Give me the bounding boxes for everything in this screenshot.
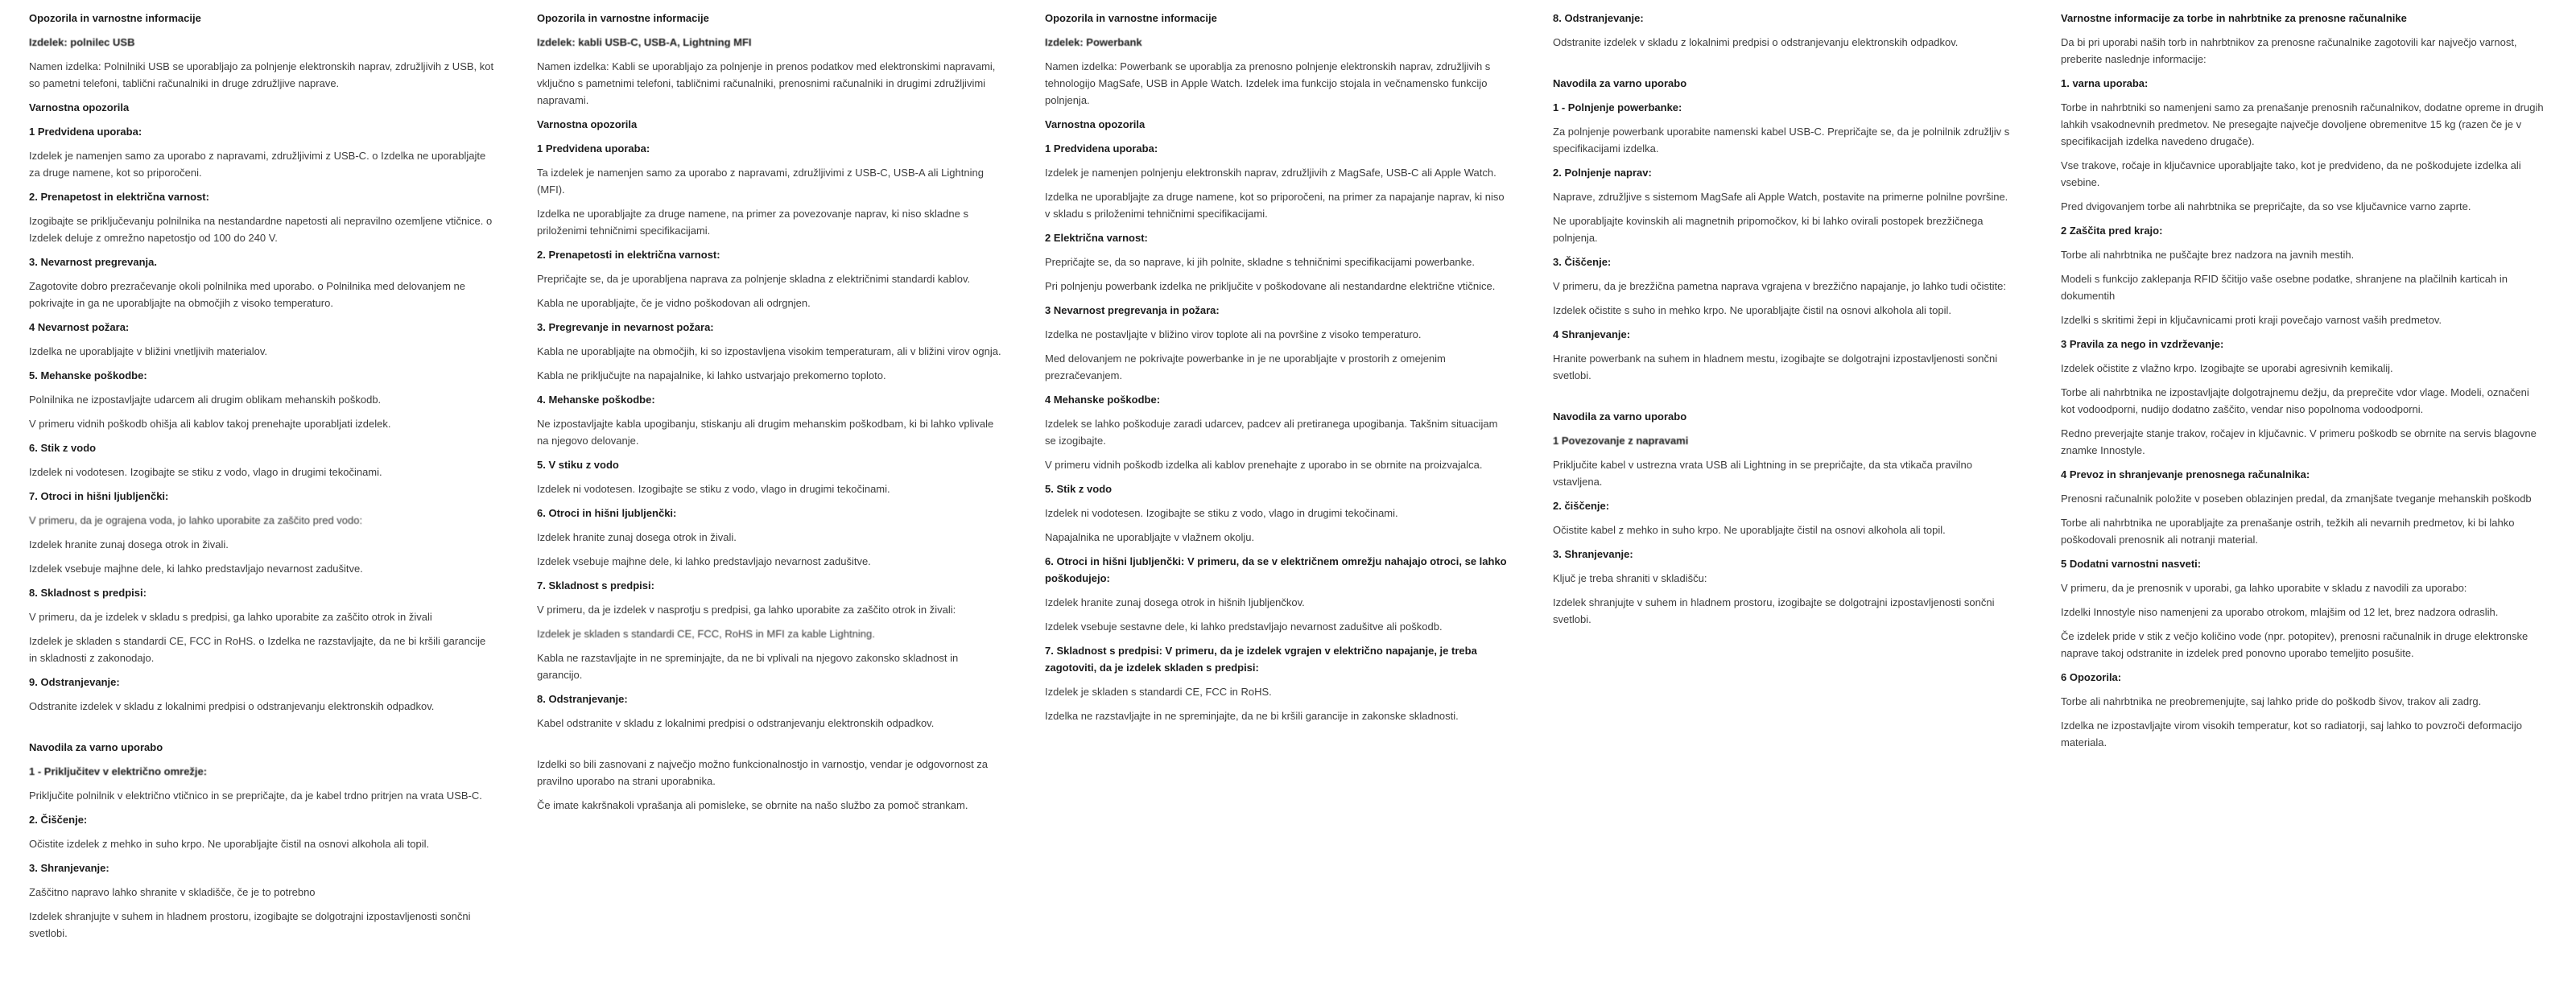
- paragraph: Priključite polnilnik v električno vtičnico in se prepričajte, da je kabel trdno pritrjen na vrata USB-C.: [29, 790, 482, 802]
- paragraph: Pri polnjenju powerbank izdelka ne priključite v poškodovane ali nestandardne električne vtičnice.: [1045, 280, 1496, 292]
- paragraph: Naprave, združljive s sistemom MagSafe ali Apple Watch, postavite na primerne polnilne površine.: [1553, 191, 2008, 203]
- heading: 2 Električna varnost:: [1045, 232, 1148, 244]
- heading: 7. Skladnost s predpisi: V primeru, da je izdelek vgrajen v električno napajanje, je treba zagotoviti, da je izdelek skladen s predpisi:: [1045, 645, 1477, 674]
- heading: Opozorila in varnostne informacije: [537, 12, 709, 24]
- heading: Opozorila in varnostne informacije: [1045, 12, 1217, 24]
- heading: 3. Nevarnost pregrevanja.: [29, 256, 157, 268]
- heading: 2. Prenapetosti in električna varnost:: [537, 249, 720, 261]
- paragraph: Kabla ne uporabljajte, če je vidno poškodovan ali odrgnjen.: [537, 297, 811, 309]
- paragraph: V primeru, da je ograjena voda, jo lahko uporabite za zaščito pred vodo:: [29, 514, 363, 526]
- heading: 1 - Polnjenje powerbanke:: [1553, 101, 1682, 113]
- paragraph: Izdelka ne uporabljajte za druge namene, na primer za povezovanje naprav, ki niso skladne s priloženimi tehničnimi specifikacijami.: [537, 208, 968, 237]
- column-laptop-bags-safety: [2061, 10, 2545, 758]
- heading: 6. Otroci in hišni ljubljenčki: V primeru, da se v električnem omrežju nahajajo otroci, se lahko poškodujejo:: [1045, 555, 1507, 584]
- heading: 6. Otroci in hišni ljubljenčki:: [537, 507, 677, 519]
- heading: Varnostna opozorila: [29, 101, 130, 113]
- paragraph: Izdelka ne razstavljajte in ne spreminjajte, da ne bi kršili garancije in zakonske skladnosti.: [1045, 710, 1459, 722]
- section-gap: [29, 722, 494, 739]
- paragraph: Očistite izdelek z mehko in suho krpo. Ne uporabljajte čistil na osnovi alkohola ali topil.: [29, 838, 430, 850]
- heading: Navodila za varno uporabo: [1553, 410, 1687, 423]
- heading: 5. Stik z vodo: [1045, 483, 1113, 495]
- heading: 2 Zaščita pred krajo:: [2061, 225, 2163, 237]
- heading: 6 Opozorila:: [2061, 671, 2122, 683]
- paragraph: Izdelek ni vodotesen. Izogibajte se stiku z vodo, vlago in drugimi tekočinami.: [29, 466, 382, 478]
- paragraph: Ta izdelek je namenjen samo za uporabo z napravami, združljivimi z USB-C, USB-A ali Lightning (MFI).: [537, 167, 984, 196]
- paragraph: Modeli s funkcijo zaklepanja RFID ščitijo vaše osebne podatke, shranjene na plačilnih karticah in dokumentih: [2061, 273, 2508, 302]
- paragraph: Izdelek je skladen s standardi CE, FCC in RoHS. o Izdelka ne razstavljajte, da ne bi kršili garancije in skladnosti z zakonodajo.: [29, 635, 486, 664]
- heading: Navodila za varno uporabo: [29, 741, 163, 753]
- paragraph: Prepričajte se, da so naprave, ki jih polnite, skladne s tehničnimi specifikacijami powerbanke.: [1045, 256, 1475, 268]
- paragraph: Izdelek očistite z vlažno krpo. Izogibajte se uporabi agresivnih kemikalij.: [2061, 362, 2393, 374]
- paragraph: Če imate kakršnakoli vprašanja ali pomisleke, se obrnite na našo službo za pomoč strankam.: [537, 799, 968, 811]
- paragraph: V primeru, da je izdelek v skladu s predpisi, ga lahko uporabite za zaščito otrok in živali: [29, 611, 432, 623]
- paragraph: Izdelek vsebuje majhne dele, ki lahko predstavljajo nevarnost zadušitve.: [537, 555, 871, 567]
- paragraph: Da bi pri uporabi naših torb in nahrbtnikov za prenosne računalnike zagotovili kar največjo varnost, preberite naslednje informacije:: [2061, 36, 2517, 65]
- heading: 7. Otroci in hišni ljubljenčki:: [29, 490, 169, 502]
- paragraph: Izogibajte se priključevanju polnilnika na nestandardne napetosti ali nepravilno ozemljene vtičnice. o Izdelek deluje z omrežno napetostjo od 100 do 240 V.: [29, 215, 493, 244]
- heading: 2. Čiščenje:: [29, 814, 88, 826]
- paragraph: Redno preverjajte stanje trakov, ročajev in ključavnic. V primeru poškodb se obrnite na servis blagovne znamke Innostyle.: [2061, 427, 2537, 456]
- paragraph: V primeru, da je izdelek v nasprotju s predpisi, ga lahko uporabite za zaščito otrok in živali:: [537, 604, 956, 616]
- paragraph: Prenosni računalnik položite v poseben oblazinjen predal, da zmanjšate tveganje mehanskih poškodb: [2061, 493, 2532, 505]
- heading: 1 Predvidena uporaba:: [1045, 142, 1158, 155]
- paragraph: Za polnjenje powerbank uporabite namenski kabel USB-C. Prepričajte se, da je polnilnik združljiv s specifikacijami izdelka.: [1553, 126, 2010, 155]
- heading: 2. Prenapetost in električna varnost:: [29, 191, 209, 203]
- heading: 1 Povezovanje z napravami: [1553, 435, 1689, 447]
- heading: 3. Čiščenje:: [1553, 256, 1612, 268]
- paragraph: Namen izdelka: Kabli se uporabljajo za polnjenje in prenos podatkov med elektronskimi napravami, vključno s pametnimi telefoni, tabličnimi računalniki, prenosnimi računalniki in drugimi združljivimi napravami.: [537, 60, 996, 106]
- paragraph: Odstranite izdelek v skladu z lokalnimi predpisi o odstranjevanju elektronskih odpadkov.: [29, 700, 435, 712]
- heading: Izdelek: kabli USB-C, USB-A, Lightning MFI: [537, 36, 752, 48]
- paragraph: Izdelek shranjujte v suhem in hladnem prostoru, izogibajte se dolgotrajni izpostavljenosti sončni svetlobi.: [1553, 596, 1995, 625]
- paragraph: Izdelki s skritimi žepi in ključavnicami proti kraji povečajo varnost vaših predmetov.: [2061, 314, 2442, 326]
- heading: 1 - Priključitev v električno omrežje:: [29, 765, 208, 777]
- column-cables-warnings: [537, 10, 1002, 821]
- paragraph: Izdelek je skladen s standardi CE, FCC, RoHS in MFI za kable Lightning.: [537, 628, 875, 640]
- paragraph: Izdelek ni vodotesen. Izogibajte se stiku z vodo, vlago in drugimi tekočinami.: [1045, 507, 1398, 519]
- heading: 3 Nevarnost pregrevanja in požara:: [1045, 304, 1220, 316]
- paragraph: Očistite kabel z mehko in suho krpo. Ne uporabljajte čistil na osnovi alkohola ali topil.: [1553, 524, 1946, 536]
- paragraph: Zagotovite dobro prezračevanje okoli polnilnika med uporabo. o Polnilnika med delovanjem ne pokrivajte in ga ne uporabljajte na območjih z visoko temperaturo.: [29, 280, 465, 309]
- paragraph: Napajalnika ne uporabljajte v vlažnem okolju.: [1045, 531, 1255, 543]
- heading: 6. Stik z vodo: [29, 442, 97, 454]
- heading: Izdelek: polnilec USB: [29, 36, 135, 48]
- heading: 3. Shranjevanje:: [29, 862, 109, 874]
- paragraph: V primeru, da je prenosnik v uporabi, ga lahko uporabite v skladu z navodili za uporabo:: [2061, 582, 2467, 594]
- paragraph: Kabla ne razstavljajte in ne spreminjajte, da ne bi vplivali na njegovo zakonsko skladnost in garancijo.: [537, 652, 959, 681]
- paragraph: V primeru vidnih poškodb izdelka ali kablov prenehajte z uporabo in se obrnite na proizvajalca.: [1045, 459, 1483, 471]
- section-gap: [537, 739, 1002, 756]
- heading: 3 Pravila za nego in vzdrževanje:: [2061, 338, 2224, 350]
- paragraph: Izdelka ne izpostavljajte virom visokih temperatur, kot so radiatorji, saj lahko to povzroči deformacijo materiala.: [2061, 719, 2522, 748]
- paragraph: V primeru vidnih poškodb ohišja ali kablov takoj prenehajte uporabljati izdelek.: [29, 418, 391, 430]
- heading: 4 Prevoz in shranjevanje prenosnega računalnika:: [2061, 468, 2310, 480]
- paragraph: Izdelek je skladen s standardi CE, FCC in RoHS.: [1045, 686, 1272, 698]
- paragraph: Pred dvigovanjem torbe ali nahrbtnika se prepričajte, da so vse ključavnice varno zaprte.: [2061, 200, 2471, 212]
- section-gap: [1553, 58, 2018, 75]
- heading: 9. Odstranjevanje:: [29, 676, 120, 688]
- paragraph: Izdelek ni vodotesen. Izogibajte se stiku z vodo, vlago in drugimi tekočinami.: [537, 483, 890, 495]
- heading: 8. Odstranjevanje:: [1553, 12, 1644, 24]
- paragraph: Med delovanjem ne pokrivajte powerbanke in je ne uporabljajte v prostorih z omejenim prezračevanjem.: [1045, 353, 1446, 381]
- paragraph: Polnilnika ne izpostavljajte udarcem ali drugim oblikam mehanskih poškodb.: [29, 394, 382, 406]
- column-usb-charger-warnings: [29, 10, 494, 949]
- paragraph: Izdelek hranite zunaj dosega otrok in hišnih ljubljenčkov.: [1045, 596, 1305, 608]
- heading: 5. Mehanske poškodbe:: [29, 369, 147, 381]
- paragraph: Izdelka ne uporabljajte v bližini vnetljivih materialov.: [29, 345, 268, 357]
- paragraph: Odstranite izdelek v skladu z lokalnimi predpisi o odstranjevanju elektronskih odpadkov.: [1553, 36, 1959, 48]
- heading: Varnostna opozorila: [1045, 118, 1146, 130]
- paragraph: Namen izdelka: Powerbank se uporablja za prenosno polnjenje elektronskih naprav, združljivih s tehnologijo MagSafe, USB in Apple Watch. Izdelek ima funkcijo stojala in večnamensko funkcijo polnjenja.: [1045, 60, 1491, 106]
- heading: 1 Predvidena uporaba:: [537, 142, 650, 155]
- heading: 1. varna uporaba:: [2061, 77, 2149, 89]
- paragraph: Kabel odstranite v skladu z lokalnimi predpisi o odstranjevanju elektronskih odpadkov.: [537, 717, 935, 729]
- paragraph: Zaščitno napravo lahko shranite v skladišče, če je to potrebno: [29, 886, 316, 898]
- paragraph: Torbe ali nahrbtnika ne puščajte brez nadzora na javnih mestih.: [2061, 249, 2355, 261]
- paragraph: Ne izpostavljajte kabla upogibanju, stiskanju ali drugim mehanskim poškodbam, ki bi lahko vplivale na njegovo delovanje.: [537, 418, 994, 447]
- heading: Varnostne informacije za torbe in nahrbtnike za prenosne računalnike: [2061, 12, 2407, 24]
- paragraph: Prepričajte se, da je uporabljena naprava za polnjenje skladna z električnimi standardi kablov.: [537, 273, 971, 285]
- paragraph: Izdelka ne postavljajte v bližino virov toplote ali na površine z visoko temperaturo.: [1045, 328, 1422, 340]
- heading: 4. Mehanske poškodbe:: [537, 394, 655, 406]
- paragraph: Izdelki Innostyle niso namenjeni za uporabo otrokom, mlajšim od 12 let, brez nadzora odraslih.: [2061, 606, 2499, 618]
- paragraph: Izdelki so bili zasnovani z največjo možno funkcionalnostjo in varnostjo, vendar je odgovornost za pravilno uporabo na strani uporabnika.: [537, 758, 989, 787]
- heading: 2. Polnjenje naprav:: [1553, 167, 1652, 179]
- paragraph: Izdelek očistite s suho in mehko krpo. Ne uporabljajte čistil na osnovi alkohola ali topil.: [1553, 304, 1951, 316]
- paragraph: Ključ je treba shraniti v skladišču:: [1553, 572, 1707, 584]
- paragraph: Torbe ali nahrbtnika ne izpostavljajte dolgotrajnemu dežju, da preprečite vdor vlage. Modeli, označeni kot vodoodporni, nudijo dodatno zaščito, vendar niso popolnoma vodoodporni.: [2061, 386, 2529, 415]
- column-powerbank-warnings: [1045, 10, 1510, 732]
- heading: 3. Pregrevanje in nevarnost požara:: [537, 321, 714, 333]
- paragraph: Torbe ali nahrbtnika ne preobremenjujte, saj lahko pride do poškodb šivov, trakov ali zadrg.: [2061, 695, 2482, 707]
- paragraph: Izdelek vsebuje majhne dele, ki lahko predstavljajo nevarnost zadušitve.: [29, 563, 363, 575]
- heading: 4 Nevarnost požara:: [29, 321, 130, 333]
- heading: Izdelek: Powerbank: [1045, 36, 1142, 48]
- heading: 1 Predvidena uporaba:: [29, 126, 142, 138]
- paragraph: Hranite powerbank na suhem in hladnem mestu, izogibajte se dolgotrajni izpostavljenosti sončni svetlobi.: [1553, 353, 1998, 381]
- heading: 8. Skladnost s predpisi:: [29, 587, 147, 599]
- heading: Varnostna opozorila: [537, 118, 638, 130]
- heading: 5 Dodatni varnostni nasveti:: [2061, 558, 2202, 570]
- paragraph: Kabla ne uporabljajte na območjih, ki so izpostavljena visokim temperaturam, ali v bližini virov ognja.: [537, 345, 1001, 357]
- paragraph: Vse trakove, ročaje in ključavnice uporabljajte tako, kot je predvideno, da ne poškodujete izdelka ali vsebine.: [2061, 159, 2521, 188]
- paragraph: Torbe in nahrbtniki so namenjeni samo za prenašanje prenosnih računalnikov, dodatne opreme in drugih lahkih vsakodnevnih predmetov. Ne presegajte največje dovoljene obremenitve 15 kg (razen če je v specifikacijah izdelka navedeno drugače).: [2061, 101, 2544, 147]
- heading: 8. Odstranjevanje:: [537, 693, 628, 705]
- paragraph: Kabla ne priključujte na napajalnike, ki lahko ustvarjajo prekomerno toploto.: [537, 369, 886, 381]
- heading: 5. V stiku z vodo: [537, 459, 619, 471]
- paragraph: V primeru, da je brezžična pametna naprava vgrajena v brezžično napajanje, jo lahko tudi očistite:: [1553, 280, 2006, 292]
- paragraph: Ne uporabljajte kovinskih ali magnetnih pripomočkov, ki bi lahko ovirali postopek brezžičnega polnjenja.: [1553, 215, 1984, 244]
- heading: 3. Shranjevanje:: [1553, 548, 1633, 560]
- paragraph: Izdelka ne uporabljajte za druge namene, kot so priporočeni, na primer za napajanje naprav, ki niso v skladu s priloženimi tehničnimi specifikacijami.: [1045, 191, 1505, 220]
- paragraph: Izdelek hranite zunaj dosega otrok in živali.: [537, 531, 737, 543]
- heading: Navodila za varno uporabo: [1553, 77, 1687, 89]
- paragraph: Če izdelek pride v stik z večjo količino vode (npr. potopitev), prenosni računalnik in druge elektronske naprave takoj odstranite in izdelek pred ponovno uporabo temeljito posušite.: [2061, 630, 2529, 659]
- heading: 2. čiščenje:: [1553, 500, 1610, 512]
- paragraph: Izdelek je namenjen polnjenju elektronskih naprav, združljivih z MagSafe, USB-C ali Apple Watch.: [1045, 167, 1496, 179]
- paragraph: Priključite kabel v ustrezna vrata USB ali Lightning in se prepričajte, da sta vtikača pravilno vstavljena.: [1553, 459, 1972, 488]
- heading: 4 Mehanske poškodbe:: [1045, 394, 1161, 406]
- column-powerbank-usage-and-cable-usage: [1553, 10, 2018, 635]
- paragraph: Torbe ali nahrbtnika ne uporabljajte za prenašanje ostrih, težkih ali nevarnih predmetov, ki bi lahko poškodovali prenosnik ali notranji material.: [2061, 517, 2515, 546]
- paragraph: Izdelek je namenjen samo za uporabo z napravami, združljivimi z USB-C. o Izdelka ne uporabljajte za druge namene, kot so priporočeni.: [29, 150, 486, 179]
- heading: 4 Shranjevanje:: [1553, 328, 1631, 340]
- heading: 7. Skladnost s predpisi:: [537, 579, 654, 592]
- paragraph: Izdelek se lahko poškoduje zaradi udarcev, padcev ali pretiranega upogibanja. Takšnim situacijam se izogibajte.: [1045, 418, 1498, 447]
- paragraph: Izdelek hranite zunaj dosega otrok in živali.: [29, 538, 229, 550]
- section-gap: [1553, 391, 2018, 408]
- paragraph: Izdelek shranjujte v suhem in hladnem prostoru, izogibajte se dolgotrajni izpostavljenosti sončni svetlobi.: [29, 910, 471, 939]
- heading: Opozorila in varnostne informacije: [29, 12, 201, 24]
- paragraph: Namen izdelka: Polnilniki USB se uporabljajo za polnjenje elektronskih naprav, združljivih z USB, kot so pametni telefoni, tablični računalniki in druge združljive naprave.: [29, 60, 494, 89]
- paragraph: Izdelek vsebuje sestavne dele, ki lahko predstavljajo nevarnost zadušitve ali poškodb.: [1045, 621, 1443, 633]
